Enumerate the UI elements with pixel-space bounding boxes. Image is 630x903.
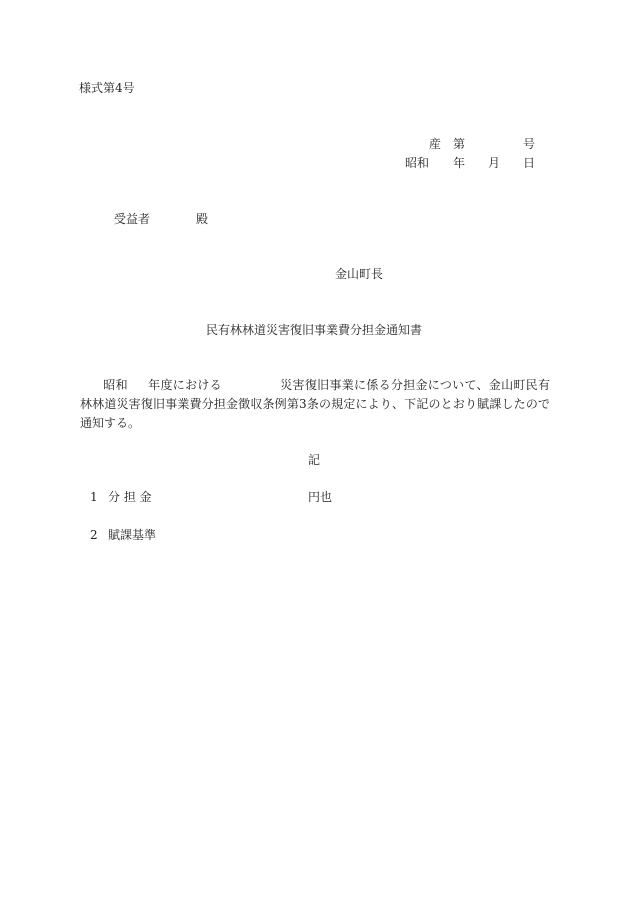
doc-number-prefix: 産 — [429, 137, 442, 151]
body-text: 災害復旧事業に係る分担金について、金山町民有林林道災害復旧事業費分担金徴収条例第3条の規定により、下記のとおり賦課したので通知する。 — [80, 378, 550, 430]
doc-number-go: 号 — [523, 137, 536, 151]
item-number: 2 — [90, 528, 98, 542]
body-era: 昭和 — [103, 378, 128, 392]
body-year-part: 年度における — [147, 378, 222, 392]
date-month: 月 — [488, 156, 501, 170]
item-value: 円也 — [308, 490, 333, 504]
body-paragraph — [80, 376, 550, 433]
date-year: 年 — [453, 156, 466, 170]
item-number: 1 — [90, 490, 98, 504]
sender: 金山町長 — [335, 267, 384, 281]
item-label: 賦課基準 — [108, 528, 157, 542]
date-era: 昭和 — [405, 156, 430, 170]
ki-heading: 記 — [308, 453, 321, 467]
recipient-label: 受益者 — [114, 212, 151, 226]
date-day: 日 — [523, 156, 536, 170]
item-label: 分 担 金 — [108, 490, 152, 504]
form-number: 様式第4号 — [79, 81, 135, 95]
recipient-honorific: 殿 — [196, 212, 209, 226]
doc-number-dai: 第 — [453, 137, 466, 151]
document-title: 民有林林道災害復旧事業費分担金通知書 — [206, 323, 423, 337]
